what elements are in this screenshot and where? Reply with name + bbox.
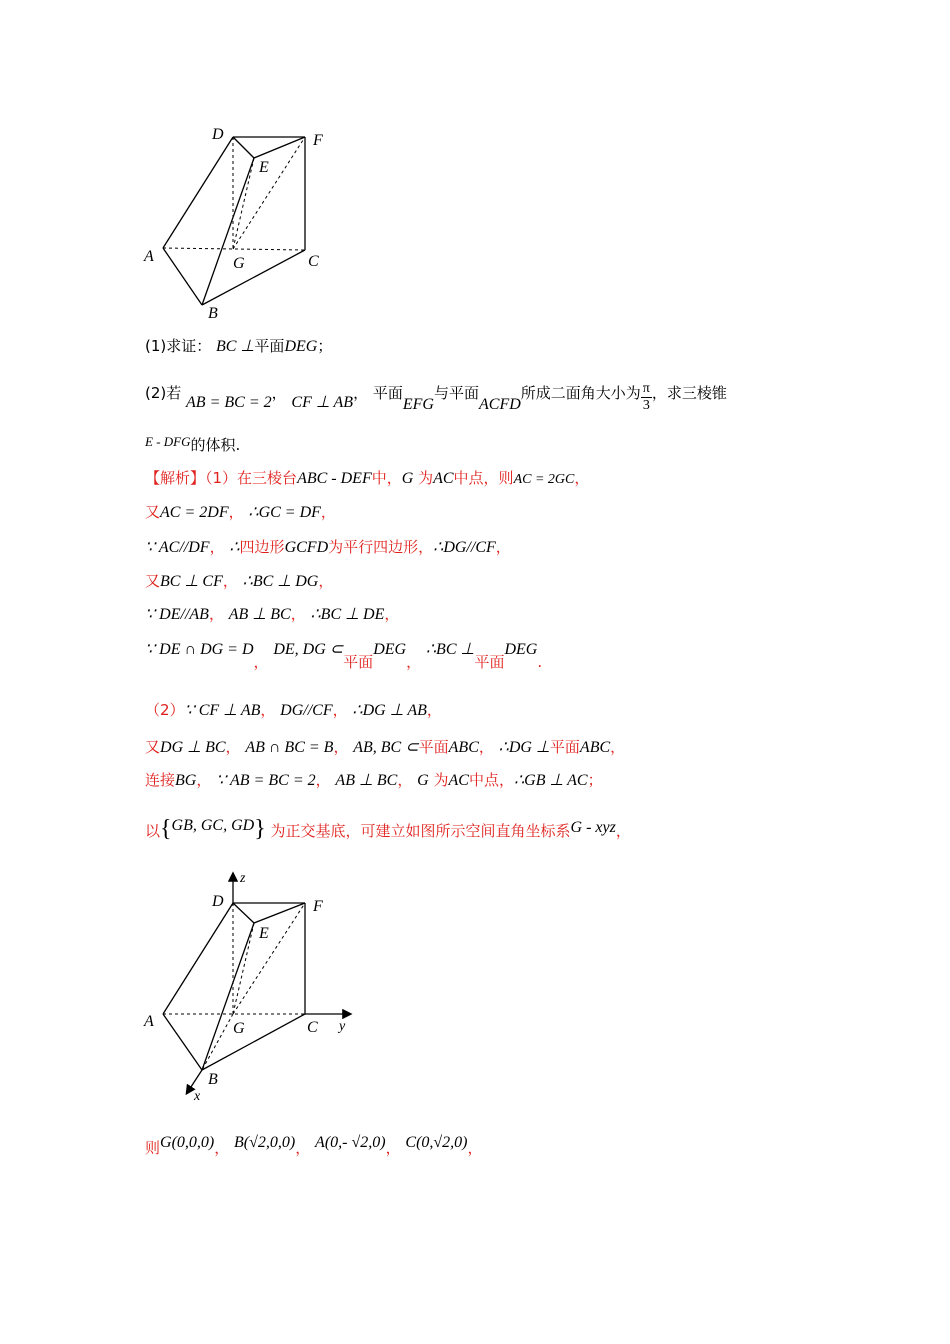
fig1-label-d: D [212, 126, 224, 143]
fig2-label-y: y [339, 1019, 346, 1034]
solution-part2-line-4: 以{GB, GC, GD} 为正交基底，可建立如图所示空间直角坐标系G - xyz， [145, 816, 631, 842]
fig2-label-g: G [233, 1020, 245, 1037]
solution-line-5: ∵ DE//AB， AB ⊥ BC， ∴BC ⊥ DE， [145, 605, 400, 623]
fig2-label-d: D [212, 893, 224, 910]
fraction-pi-over-3: $\frac{\pi}{3}$ [642, 380, 650, 413]
fig2-label-c: C [307, 1019, 318, 1036]
solution-line-2: 又AC = 2DF， ∴GC = DF， [145, 503, 336, 521]
fig2-label-e: E [259, 925, 269, 942]
solution-line-4: 又BC ⊥ CF， ∴BC ⊥ DG， [145, 572, 334, 590]
figure-frustum-1 [135, 120, 345, 325]
solution-line-1: 【解析】（1）在三棱台ABC - DEF中，G 为AC中点，则AC = 2GC， [145, 469, 590, 487]
fig2-label-z: z [240, 871, 246, 886]
fig1-label-b: B [208, 305, 218, 322]
fig1-label-f: F [313, 132, 323, 149]
fig1-label-c: C [308, 253, 319, 270]
solution-heading: 【解析】 [145, 469, 206, 487]
fig2-label-b: B [208, 1071, 218, 1088]
problem-part1: (1)求证： BC ⊥平面DEG； [145, 337, 333, 355]
figure-frustum-2-coordinates [135, 868, 360, 1103]
solution-part2-line-3: 连接BG， ∵ AB = BC = 2， AB ⊥ BC， G 为AC中点，∴GB ⊥ AC； [145, 771, 603, 789]
fig2-label-f: F [313, 898, 323, 915]
solution-part2-line-2: 又DG ⊥ BC， AB ∩ BC = B， AB, BC ⊂平面ABC， ∴DG ⊥平面ABC， [145, 738, 626, 756]
fig1-label-a: A [144, 248, 154, 265]
solution-line-6: ∵ DE ∩ DG = D， DE, DG ⊂平面DEG， ∴BC ⊥平面DEG. [145, 641, 543, 671]
solution-coordinates-line: 则G(0,0,0)， B(√2,0,0)， A(0,- √2,0)， C(0,√2,0)， [145, 1134, 483, 1157]
fig2-label-x: x [194, 1089, 201, 1103]
problem-part2: (2)若 AB = BC = 2， CF ⊥ AB， 平面EFG与平面ACFD所成二面角大小为 $\frac{\pi}{3}$ ，求三棱锥 [145, 380, 727, 413]
solution-part2-line-1: （2）∵ CF ⊥ AB， DG//CF， ∴DG ⊥ AB， [145, 701, 442, 719]
problem-part2-cont: E - DFG的体积. [145, 434, 241, 454]
fig1-label-e: E [259, 159, 269, 176]
fig1-label-g: G [233, 255, 245, 272]
fig2-label-a: A [144, 1013, 154, 1030]
solution-line-3: ∵ AC//DF， ∴四边形GCFD为平行四边形，∴DG//CF， [145, 538, 511, 556]
